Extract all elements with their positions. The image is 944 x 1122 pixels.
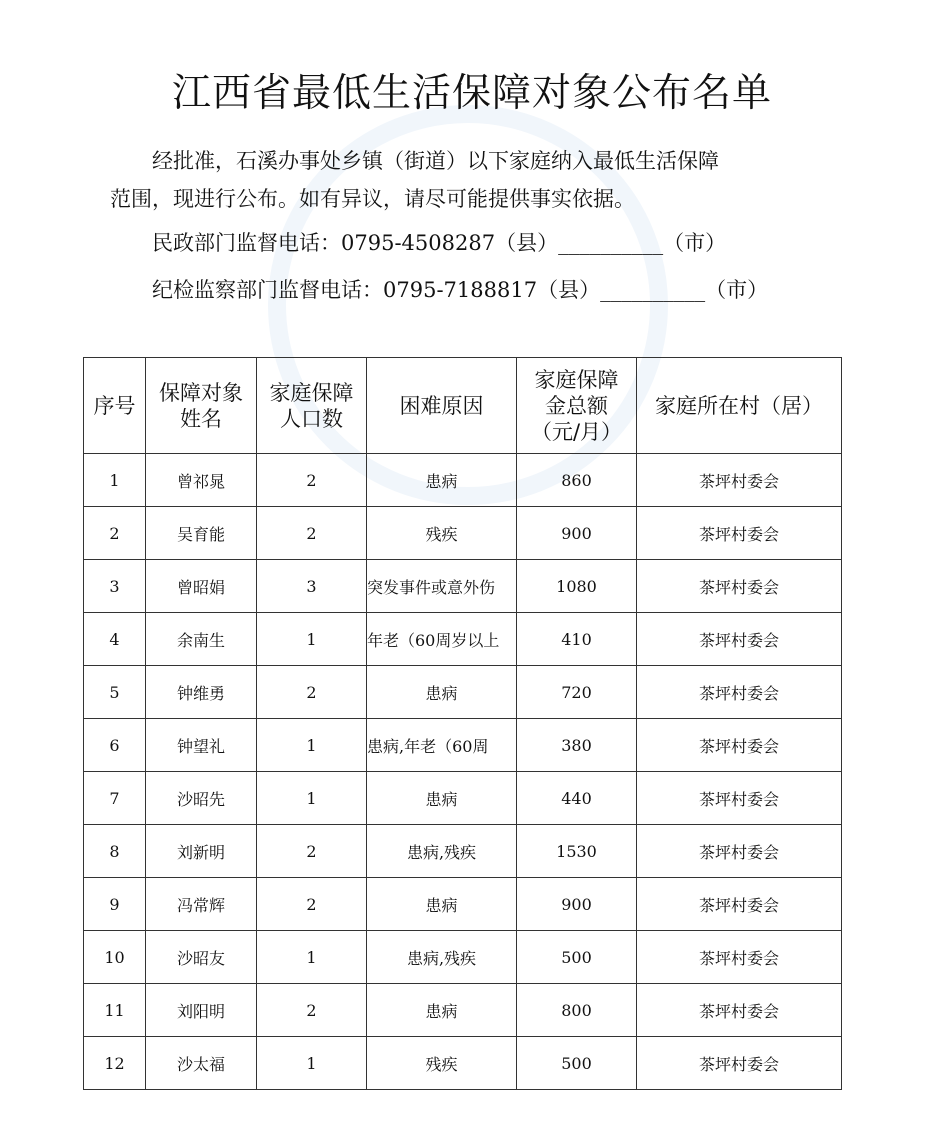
table-cell: 440 bbox=[517, 772, 637, 825]
table-cell: 年老（60周岁以上 bbox=[367, 613, 517, 666]
table-cell: 茶坪村委会 bbox=[637, 1037, 842, 1090]
column-header: 家庭保障 人口数 bbox=[257, 358, 367, 454]
table-cell: 患病 bbox=[367, 984, 517, 1037]
civil-affairs-phone: 民政部门监督电话：0795-4508287（县）__________（市） bbox=[152, 231, 727, 255]
column-header: 保障对象 姓名 bbox=[146, 358, 257, 454]
table-cell: 800 bbox=[517, 984, 637, 1037]
table-cell: 1 bbox=[257, 613, 367, 666]
table-cell: 410 bbox=[517, 613, 637, 666]
table-cell: 茶坪村委会 bbox=[637, 984, 842, 1037]
table-cell: 900 bbox=[517, 878, 637, 931]
table-row bbox=[84, 825, 842, 878]
table-cell: 茶坪村委会 bbox=[637, 454, 842, 507]
table-cell: 茶坪村委会 bbox=[637, 507, 842, 560]
table-cell: 380 bbox=[517, 719, 637, 772]
table-cell: 患病,残疾 bbox=[367, 825, 517, 878]
table-cell: 12 bbox=[84, 1037, 146, 1090]
table-cell: 2 bbox=[257, 878, 367, 931]
table-cell: 720 bbox=[517, 666, 637, 719]
table-header-row bbox=[84, 358, 842, 454]
table-row bbox=[84, 560, 842, 613]
table-cell: 曾昭娟 bbox=[146, 560, 257, 613]
table-cell: 2 bbox=[257, 825, 367, 878]
table-cell: 1 bbox=[257, 772, 367, 825]
table-cell: 患病,残疾 bbox=[367, 931, 517, 984]
table-cell: 患病 bbox=[367, 454, 517, 507]
table-cell: 钟维勇 bbox=[146, 666, 257, 719]
intro-line-2: 范围，现进行公布。如有异议，请尽可能提供事实依据。 bbox=[110, 187, 635, 211]
table-cell: 患病 bbox=[367, 772, 517, 825]
table-cell: 茶坪村委会 bbox=[637, 613, 842, 666]
table-cell: 500 bbox=[517, 931, 637, 984]
table-cell: 860 bbox=[517, 454, 637, 507]
table-cell: 钟望礼 bbox=[146, 719, 257, 772]
table-cell: 残疾 bbox=[367, 507, 517, 560]
table-cell: 刘新明 bbox=[146, 825, 257, 878]
column-header: 家庭保障 金总额 （元/月） bbox=[517, 358, 637, 454]
table-cell: 茶坪村委会 bbox=[637, 931, 842, 984]
page-title: 江西省最低生活保障对象公布名单 bbox=[171, 71, 772, 116]
table-cell: 500 bbox=[517, 1037, 637, 1090]
table-row bbox=[84, 1037, 842, 1090]
table-row bbox=[84, 613, 842, 666]
table-cell: 刘阳明 bbox=[146, 984, 257, 1037]
table-cell: 茶坪村委会 bbox=[637, 719, 842, 772]
table-cell: 7 bbox=[84, 772, 146, 825]
table-row bbox=[84, 666, 842, 719]
intro-line-1: 经批准，石溪办事处乡镇（街道）以下家庭纳入最低生活保障 bbox=[152, 149, 719, 173]
table-cell: 茶坪村委会 bbox=[637, 560, 842, 613]
table-cell: 余南生 bbox=[146, 613, 257, 666]
table-cell: 4 bbox=[84, 613, 146, 666]
table-cell: 2 bbox=[257, 454, 367, 507]
table-cell: 900 bbox=[517, 507, 637, 560]
column-header: 序号 bbox=[84, 358, 146, 454]
table-cell: 6 bbox=[84, 719, 146, 772]
table-cell: 10 bbox=[84, 931, 146, 984]
table-cell: 5 bbox=[84, 666, 146, 719]
table-cell: 3 bbox=[84, 560, 146, 613]
table-row bbox=[84, 507, 842, 560]
table-cell: 8 bbox=[84, 825, 146, 878]
table-cell: 茶坪村委会 bbox=[637, 825, 842, 878]
table-cell: 患病 bbox=[367, 666, 517, 719]
table-cell: 1080 bbox=[517, 560, 637, 613]
table-cell: 11 bbox=[84, 984, 146, 1037]
column-header: 困难原因 bbox=[367, 358, 517, 454]
table-row bbox=[84, 719, 842, 772]
table-cell: 2 bbox=[257, 666, 367, 719]
table-row bbox=[84, 931, 842, 984]
column-header: 家庭所在村（居） bbox=[637, 358, 842, 454]
table-row bbox=[84, 454, 842, 507]
table-cell: 2 bbox=[257, 984, 367, 1037]
table-cell: 吴育能 bbox=[146, 507, 257, 560]
table-cell: 2 bbox=[84, 507, 146, 560]
table-cell: 2 bbox=[257, 507, 367, 560]
table-cell: 1 bbox=[257, 931, 367, 984]
table-cell: 茶坪村委会 bbox=[637, 878, 842, 931]
table-row bbox=[84, 984, 842, 1037]
table-cell: 9 bbox=[84, 878, 146, 931]
table-row bbox=[84, 878, 842, 931]
table-cell: 1 bbox=[257, 1037, 367, 1090]
table-cell: 茶坪村委会 bbox=[637, 666, 842, 719]
table-cell: 曾祁晁 bbox=[146, 454, 257, 507]
table-row bbox=[84, 772, 842, 825]
discipline-phone: 纪检监察部门监督电话：0795-7188817（县）__________（市） bbox=[152, 278, 769, 302]
table-cell: 沙昭先 bbox=[146, 772, 257, 825]
table-cell: 沙昭友 bbox=[146, 931, 257, 984]
table-cell: 茶坪村委会 bbox=[637, 772, 842, 825]
recipient-table bbox=[83, 357, 842, 1090]
table-cell: 突发事件或意外伤 bbox=[367, 560, 517, 613]
table-cell: 患病 bbox=[367, 878, 517, 931]
table-cell: 残疾 bbox=[367, 1037, 517, 1090]
table-cell: 1530 bbox=[517, 825, 637, 878]
table-cell: 沙太福 bbox=[146, 1037, 257, 1090]
table-cell: 1 bbox=[257, 719, 367, 772]
table-cell: 患病,年老（60周 bbox=[367, 719, 517, 772]
table-cell: 3 bbox=[257, 560, 367, 613]
table-cell: 冯常辉 bbox=[146, 878, 257, 931]
table-cell: 1 bbox=[84, 454, 146, 507]
